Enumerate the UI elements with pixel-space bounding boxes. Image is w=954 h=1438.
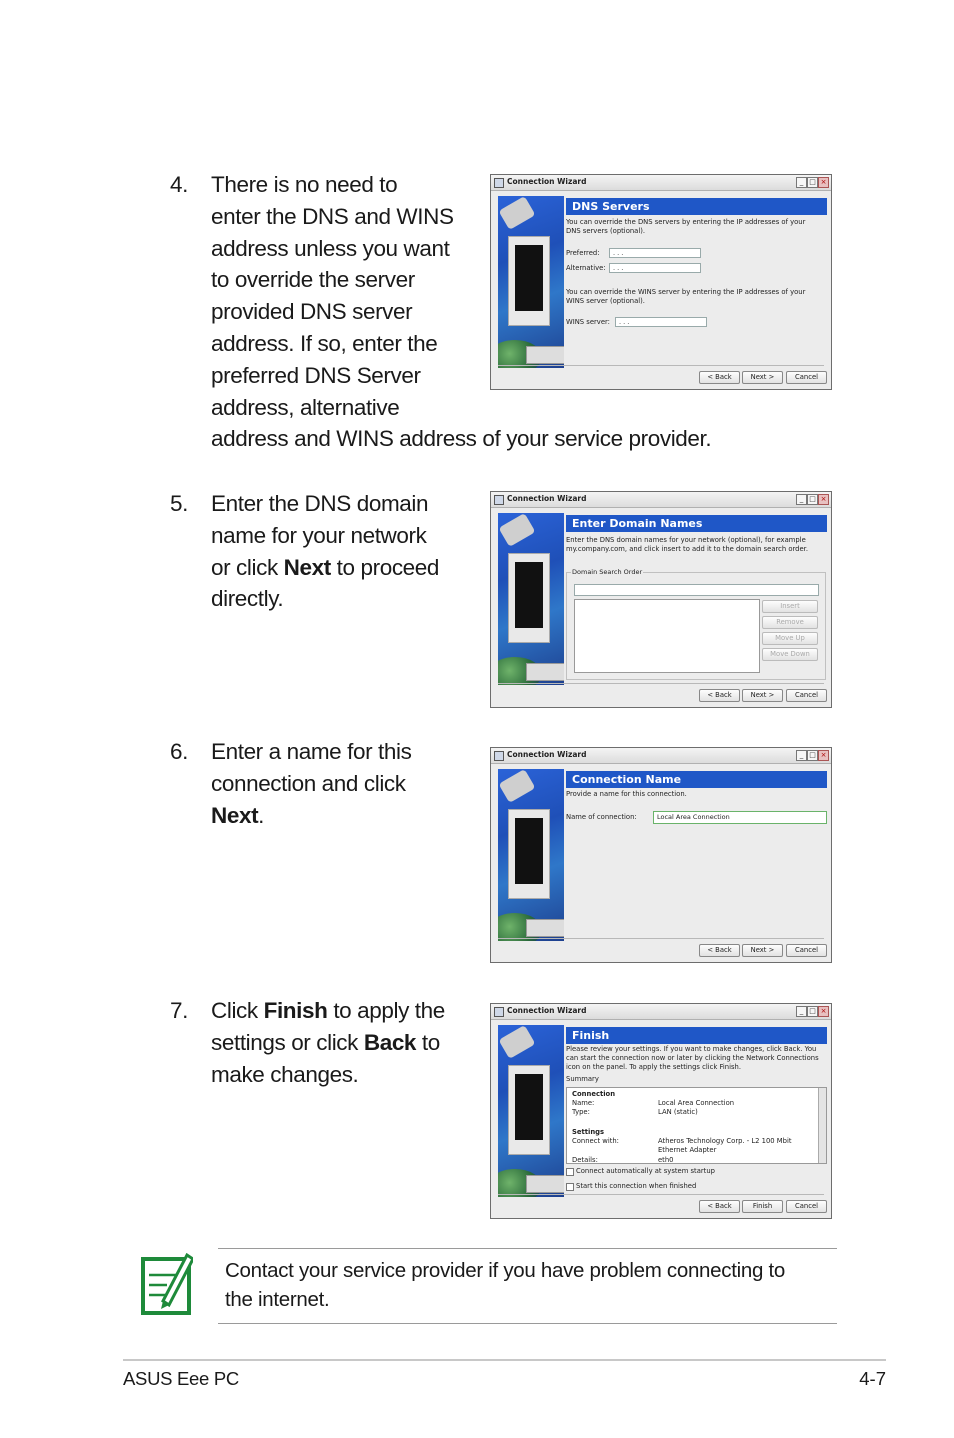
- keyboard-icon: [526, 1175, 564, 1193]
- next-button[interactable]: Next >: [742, 944, 783, 957]
- alternative-dns-input[interactable]: . . .: [609, 263, 701, 273]
- step-line: connection and click: [211, 770, 406, 796]
- keyboard-icon: [526, 663, 564, 681]
- settings-heading: Settings: [572, 1128, 605, 1136]
- step-line: provided DNS server: [211, 299, 413, 325]
- summary-value: Local Area Connection: [658, 1099, 735, 1107]
- step-line: Enter the DNS domain: [211, 491, 429, 516]
- summary-key: Type:: [572, 1108, 590, 1116]
- maximize-button[interactable]: □: [807, 494, 818, 505]
- titlebar: [491, 492, 831, 508]
- finish-dialog: [490, 1003, 832, 1219]
- monitor-icon: [508, 809, 550, 899]
- step-text: [211, 488, 439, 615]
- dialog-header: DNS Servers: [566, 198, 827, 215]
- maximize-button[interactable]: □: [807, 177, 818, 188]
- dialog-header: Finish: [566, 1027, 827, 1044]
- summary-value: LAN (static): [658, 1108, 698, 1116]
- alternative-label: Alternative:: [566, 264, 606, 272]
- next-button[interactable]: Next >: [742, 371, 783, 384]
- domain-input[interactable]: [574, 584, 819, 596]
- group-label: Domain Search Order: [572, 568, 643, 576]
- summary-value: Atheros Technology Corp. - L2 100 Mbit: [658, 1137, 792, 1145]
- preferred-label: Preferred:: [566, 249, 600, 257]
- summary-box[interactable]: [566, 1087, 827, 1164]
- window-title: Connection Wizard: [507, 750, 587, 759]
- finish-description: Please review your settings. If you want to make changes, click Back. You can start the connection now or later by clicking the Network Connections icon on the panel. To apply the settings click Finish.: [566, 1045, 819, 1071]
- dialog-header: Enter Domain Names: [566, 515, 827, 532]
- step-text: [211, 736, 411, 831]
- next-keyword: Next: [283, 554, 331, 580]
- step-line: There is no need to: [211, 172, 398, 197]
- move-down-button[interactable]: Move Down: [762, 648, 818, 661]
- wizard-side-image: [498, 196, 564, 368]
- footer-product-name: ASUS Eee PC: [123, 1368, 239, 1389]
- auto-connect-label: Connect automatically at system startup: [576, 1167, 715, 1175]
- keyboard-icon: [526, 346, 564, 364]
- button-separator: [498, 938, 824, 939]
- step-line: address. If so, enter the: [211, 330, 438, 356]
- step-line: enter the DNS and WINS: [211, 203, 454, 229]
- wizard-side-image: [498, 769, 564, 941]
- step-line: make changes.: [211, 1061, 359, 1087]
- network-plug-icon: [499, 513, 536, 547]
- connection-name-input[interactable]: Local Area Connection: [653, 811, 827, 824]
- wins-label: WINS server:: [566, 318, 610, 326]
- auto-connect-checkbox[interactable]: [566, 1168, 574, 1176]
- next-keyword: Next: [211, 802, 259, 828]
- summary-value: Ethernet Adapter: [658, 1146, 717, 1154]
- cancel-button[interactable]: Cancel: [786, 689, 827, 702]
- step-line: address, alternative: [211, 394, 400, 420]
- back-button[interactable]: < Back: [699, 944, 740, 957]
- back-keyword: Back: [363, 1029, 417, 1055]
- step-line: address and WINS address of your service provider.: [211, 426, 712, 452]
- close-button[interactable]: ×: [818, 750, 829, 761]
- step-line: or click Next to proceed: [211, 554, 440, 580]
- monitor-icon: [508, 553, 550, 643]
- step-line: address unless you want: [211, 235, 450, 261]
- network-plug-icon: [499, 196, 536, 230]
- domain-names-dialog: [490, 491, 832, 708]
- note-text: [225, 1256, 845, 1314]
- wins-description: You can override the WINS server by entering the IP addresses of your WINS server (optional).: [566, 288, 806, 305]
- start-connection-checkbox[interactable]: [566, 1183, 574, 1191]
- titlebar: [491, 1004, 831, 1020]
- back-button[interactable]: < Back: [699, 689, 740, 702]
- note-bottom-rule: [218, 1323, 837, 1324]
- wizard-side-image: [498, 513, 564, 685]
- note-pencil-icon: [141, 1249, 193, 1315]
- step-line: to override the server: [211, 267, 415, 293]
- insert-button[interactable]: Insert: [762, 600, 818, 613]
- step-line: directly.: [211, 586, 284, 612]
- step-number: 6.: [170, 739, 188, 764]
- connection-name-dialog: [490, 747, 832, 963]
- summary-label: Summary: [566, 1075, 599, 1083]
- name-description: Provide a name for this connection.: [566, 790, 687, 798]
- summary-key: Name:: [572, 1099, 595, 1107]
- footer-rule: [123, 1359, 886, 1361]
- domain-description: Enter the DNS domain names for your network (optional), for example my.company.com, and click insert to add it to the domain search order.: [566, 536, 808, 553]
- monitor-icon: [508, 236, 550, 326]
- page-number: 4-7: [859, 1368, 886, 1389]
- minimize-button[interactable]: _: [796, 494, 807, 505]
- titlebar: [491, 175, 831, 191]
- summary-value: eth0: [658, 1156, 674, 1164]
- step-line: preferred DNS Server: [211, 362, 421, 388]
- connection-name-label: Name of connection:: [566, 813, 637, 821]
- network-plug-icon: [499, 1025, 536, 1059]
- step-line: Enter a name for this: [211, 739, 412, 764]
- app-icon: [494, 1007, 504, 1017]
- finish-keyword: Finish: [263, 998, 328, 1023]
- dns-servers-dialog: [490, 174, 832, 390]
- keyboard-icon: [526, 919, 564, 937]
- connection-heading: Connection: [572, 1090, 616, 1098]
- app-icon: [494, 178, 504, 188]
- monitor-icon: [508, 1065, 550, 1155]
- titlebar: [491, 748, 831, 764]
- maximize-button[interactable]: □: [807, 1006, 818, 1017]
- note-line: Contact your service provider if you have problem connecting to: [225, 1259, 785, 1282]
- app-icon: [494, 495, 504, 505]
- cancel-button[interactable]: Cancel: [786, 1200, 827, 1213]
- maximize-button[interactable]: □: [807, 750, 818, 761]
- button-separator: [498, 365, 824, 366]
- cancel-button[interactable]: Cancel: [786, 944, 827, 957]
- network-plug-icon: [499, 769, 536, 803]
- minimize-button[interactable]: _: [796, 1006, 807, 1017]
- next-button[interactable]: Next >: [742, 689, 783, 702]
- window-title: Connection Wizard: [507, 494, 587, 503]
- step-number: 7.: [170, 998, 188, 1023]
- wins-server-input[interactable]: . . .: [615, 317, 707, 327]
- window-title: Connection Wizard: [507, 177, 587, 186]
- back-button[interactable]: < Back: [699, 371, 740, 384]
- note-line: the internet.: [225, 1288, 330, 1311]
- step-number: 4.: [170, 172, 188, 197]
- window-title: Connection Wizard: [507, 1006, 587, 1015]
- cancel-button[interactable]: Cancel: [786, 371, 827, 384]
- step-line: Next.: [211, 802, 265, 828]
- preferred-dns-input[interactable]: . . .: [609, 248, 701, 258]
- close-button[interactable]: ×: [818, 494, 829, 505]
- dns-description: You can override the DNS servers by entering the IP addresses of your DNS servers (optional).: [566, 218, 806, 235]
- move-up-button[interactable]: Move Up: [762, 632, 818, 645]
- close-button[interactable]: ×: [818, 177, 829, 188]
- start-connection-label: Start this connection when finished: [576, 1182, 697, 1190]
- step-line: settings or click Back to: [211, 1029, 440, 1055]
- dialog-header: Connection Name: [566, 771, 827, 788]
- back-button[interactable]: < Back: [699, 1200, 740, 1213]
- finish-button[interactable]: Finish: [742, 1200, 783, 1213]
- button-separator: [498, 1194, 824, 1195]
- app-icon: [494, 751, 504, 761]
- minimize-button[interactable]: _: [796, 750, 807, 761]
- step-line: Click Finish to apply the: [211, 998, 445, 1023]
- note-top-rule: [218, 1248, 837, 1249]
- step-number: 5.: [170, 491, 188, 516]
- step-line: name for your network: [211, 522, 427, 548]
- remove-button[interactable]: Remove: [762, 616, 818, 629]
- summary-key: Connect with:: [572, 1137, 619, 1145]
- summary-key: Details:: [572, 1156, 598, 1164]
- wizard-side-image: [498, 1025, 564, 1197]
- step-text: [211, 995, 445, 1090]
- summary-scrollbar[interactable]: [818, 1088, 826, 1163]
- minimize-button[interactable]: _: [796, 177, 807, 188]
- close-button[interactable]: ×: [818, 1006, 829, 1017]
- domain-list[interactable]: [574, 599, 760, 673]
- button-separator: [498, 683, 824, 684]
